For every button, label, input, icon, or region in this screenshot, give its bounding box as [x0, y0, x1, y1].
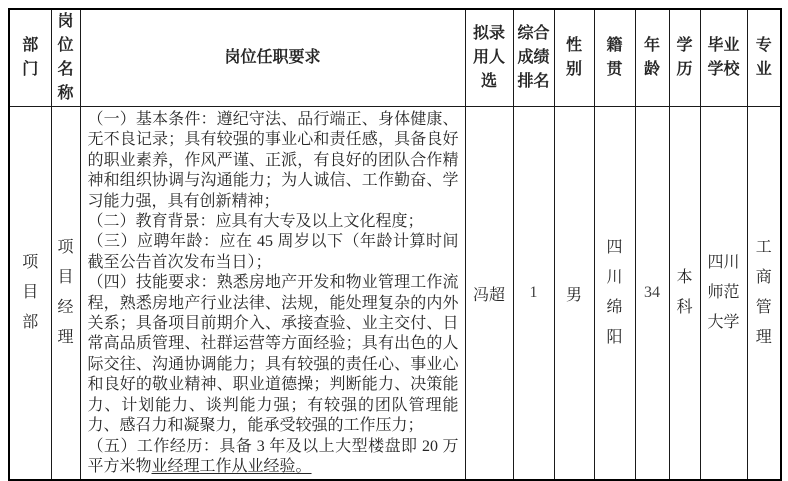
- requirement-education-background: （二）教育背景：应具有大专及以上文化程度；: [87, 213, 424, 231]
- work-experience-main: （五）工作经历：具备 3 年及以上大型楼盘即 20 万平方米物: [87, 437, 459, 475]
- header-cell-major: [747, 9, 781, 107]
- cell-department: [9, 107, 51, 481]
- position-value: 项目经理: [57, 239, 74, 347]
- header-label-score-rank: 综合成绩排名: [517, 25, 550, 90]
- header-label-native-place: 籍贯: [606, 37, 623, 78]
- header-cell-age: [635, 9, 669, 107]
- header-cell-education: [669, 9, 700, 107]
- header-cell-score-rank: [513, 9, 554, 107]
- header-label-gender: 性别: [565, 37, 582, 78]
- gender-value: 男: [565, 286, 582, 304]
- cell-score-rank: [513, 107, 554, 481]
- header-label-requirements: 岗位任职要求: [224, 49, 321, 66]
- cell-school: [700, 107, 747, 481]
- requirement-skills: （四）技能要求：熟悉房地产开发和物业管理工作流程，熟悉房地产行业法律、法规，能处理复杂的内外关系；具备项目前期介入、承接查验、业主交付、日常高品质管理、社群运营等方面经验；具有出色的人际交往、沟通协调能力；具有较强的责任心、事业心和良好的敬业精神、职业道德操；判断能力、决策能力、计划能力、谈判能力强；有较强的团队管理能力、感召力和凝聚力，能承受较强的工作压力；: [87, 274, 459, 435]
- header-cell-gender: [554, 9, 594, 107]
- requirement-work-experience: [88, 437, 459, 478]
- school-value: 四川师范大学: [707, 254, 740, 332]
- department-value: 项目部: [22, 254, 39, 332]
- native-place-value: 四川绵阳: [606, 239, 623, 347]
- header-label-school: 毕业学校: [707, 37, 740, 78]
- header-cell-requirements: [80, 9, 465, 107]
- header-label-department: 部门: [22, 37, 39, 78]
- header-cell-school: [700, 9, 747, 107]
- header-cell-position: [51, 9, 80, 107]
- work-experience-underlined: 业经理工作从业经验。: [151, 457, 312, 475]
- cell-requirements: [80, 107, 465, 481]
- header-label-age: 年龄: [643, 37, 660, 78]
- candidate-name: 冯超: [472, 286, 505, 304]
- header-label-major: 专业: [755, 37, 772, 78]
- header-label-education: 学历: [676, 37, 693, 78]
- cell-age: [635, 107, 669, 481]
- recruitment-table-container: [8, 8, 782, 481]
- cell-native-place: [594, 107, 635, 481]
- cell-education: [669, 107, 700, 481]
- education-value: 本科: [676, 269, 693, 317]
- header-cell-native-place: [594, 9, 635, 107]
- age-value: 34: [644, 284, 660, 302]
- header-label-candidate: 拟录用人选: [472, 25, 505, 90]
- major-value: 工商管理: [755, 239, 772, 347]
- requirements-text: [81, 107, 465, 479]
- header-cell-department: [9, 9, 51, 107]
- requirement-age-limit: （三）应聘年龄：应在 45 周岁以下（年龄计算时间截至公告首次发布当日）；: [87, 233, 459, 271]
- requirement-basic-conditions: （一）基本条件：遵纪守法、品行端正、身体健康、无不良记录；具有较强的事业心和责任感，具备良好的职业素养，作风严谨、正派，有良好的团队合作精神和组织协调与沟通能力；为人诚信、工作勤奋、学习能力强，具有创新精神；: [87, 111, 459, 210]
- recruitment-table: [8, 8, 782, 481]
- cell-candidate: [465, 107, 513, 481]
- cell-gender: [554, 107, 594, 481]
- header-cell-candidate: [465, 9, 513, 107]
- cell-major: [747, 107, 781, 481]
- header-row: [9, 9, 781, 107]
- score-rank-value: 1: [529, 284, 538, 302]
- header-label-position: 岗位名称: [57, 13, 74, 102]
- cell-position: [51, 107, 80, 481]
- table-row: [9, 107, 781, 481]
